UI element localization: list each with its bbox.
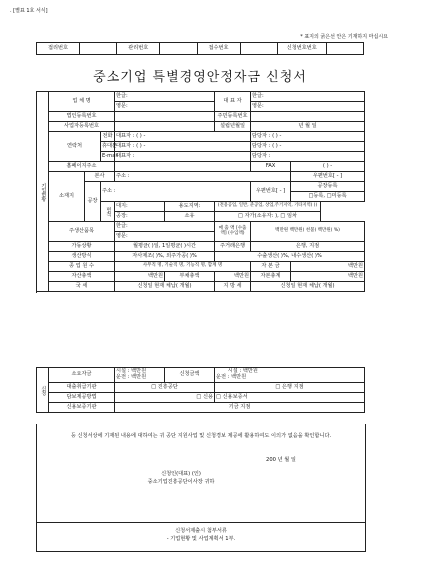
request-amount-field[interactable]: 시설 : 백만원 운전 : 백만원 <box>215 368 365 383</box>
product-korean[interactable]: 한글: <box>115 222 215 232</box>
required-funds-label: 소요자금 <box>49 368 115 383</box>
national-tax-field[interactable]: 신청일 현재 체납( 개월) <box>115 282 215 292</box>
production-label: 생산방식 <box>49 252 115 262</box>
zone-label: 용도지역: <box>165 202 215 212</box>
manager-mobile-field[interactable]: 담당자 : ( ) - <box>251 142 365 152</box>
declaration-box <box>36 424 366 523</box>
agency-option-sbc[interactable]: □ 진흥공단 <box>115 383 215 393</box>
admin-info-table <box>36 42 364 55</box>
assets-label: 자산총액 <box>49 272 115 282</box>
accept-number-field[interactable] <box>240 43 277 55</box>
representative-korean[interactable]: 한글: <box>251 92 365 102</box>
production-method-field[interactable]: 자사제조( )%, 외주가공( )% <box>115 252 215 262</box>
assets-field[interactable]: 백만원 <box>115 272 165 282</box>
capital-label: 자 본 금 <box>251 262 291 272</box>
biz-reg-label: 사업자등록번호 <box>49 122 115 132</box>
declaration-text: 등 신청서상에 기재된 내용에 대하여는 귀 공단 지원사업 및 신청경보 제공에 활용하여도 이의가 없음을 확인합니다. <box>70 433 332 439</box>
collateral-label: 담보제공방법 <box>49 393 115 403</box>
mobile-label: 휴대폰 <box>101 142 115 152</box>
homepage-label: 홈페이지주소 <box>49 162 115 172</box>
rep-email-field[interactable]: 대표자 : <box>115 152 251 162</box>
attachments-title: 신청서제출시 첨부서류 <box>175 528 227 534</box>
email-label: E-mail <box>101 152 115 162</box>
land-field[interactable]: 대지: <box>115 202 165 212</box>
founded-field[interactable]: 년 월 일 <box>251 122 365 132</box>
lending-agency-label: 대출취급기관 <box>49 383 115 393</box>
ownership-options[interactable]: □ 자가(소유자: ), □ 임차 <box>215 212 321 222</box>
guarantor-field[interactable]: 기금 지점 <box>115 403 365 413</box>
phone-label: 전화 <box>101 132 115 142</box>
representative-english[interactable]: 영문: <box>251 102 365 112</box>
factory-address[interactable]: 주소 : <box>101 182 251 202</box>
founded-label: 설립년월일 <box>215 122 251 132</box>
rep-phone-field[interactable]: 대표자 : ( ) - <box>115 132 251 142</box>
head-office-label: 본사 <box>85 172 115 182</box>
building-field[interactable]: 공장: <box>115 212 165 222</box>
facility-funds-field[interactable]: 시설 : 백만원 운전 : 백만원 <box>115 368 165 383</box>
company-name-label: 업 체 명 <box>49 92 115 112</box>
debt-label: 부채총액 <box>165 272 215 282</box>
application-form-table <box>36 91 365 292</box>
agency-option-bank[interactable]: □ 은행 지점 <box>215 383 365 393</box>
application-label: 신청 <box>37 368 49 413</box>
ownership-label: 소유 <box>165 212 215 222</box>
employees-field[interactable]: 사무직 명, 기술직 명, 기능직 명, 합계 명 <box>115 262 251 272</box>
employees-label: 종 업 원 수 <box>49 262 115 272</box>
factory-reg-label: 공장등록 <box>291 182 365 192</box>
manager-phone-field[interactable]: 담당자 : ( ) - <box>251 132 365 142</box>
date-line[interactable]: 200 년 월 일 <box>266 457 296 463</box>
signer-line[interactable]: 신청인(대표) (인) <box>161 471 201 477</box>
capital-field[interactable]: 백만원 <box>291 262 365 272</box>
local-tax-label: 지 방 세 <box>215 282 251 292</box>
company-status-section-label: 기업현황 <box>37 92 49 292</box>
company-name-english[interactable]: 영문: <box>115 102 215 112</box>
contact-label: 연락처 <box>49 132 101 162</box>
representative-label: 대 표 자 <box>215 92 251 112</box>
collateral-option-credit[interactable]: □ 신용 <box>115 393 215 403</box>
operation-label: 가동상황 <box>49 242 115 252</box>
equity-field[interactable]: 백만원 <box>291 272 365 282</box>
fax-label: FAX <box>251 162 291 172</box>
attachments-item: - 기업현황 및 사업계획서 1부. <box>166 536 236 542</box>
manager-email-field[interactable]: 담당자 : <box>251 152 365 162</box>
addressee: 중소기업진흥공단이사장 귀하 <box>147 479 215 485</box>
area-label: 면적 <box>101 202 115 222</box>
main-product-label: 주생산품목 <box>49 222 115 242</box>
instruction-note: * 표지의 굵은선 안은 기재하지 마십시요 <box>300 34 388 40</box>
factory-reg-options[interactable]: □등록, □미등록 <box>291 192 365 202</box>
sales-values[interactable]: 백만원 백만원( 천불) 백만원( %) <box>251 222 365 242</box>
page-title: 중소기업 특별경영안정자금 신청서 <box>93 70 307 85</box>
local-tax-field[interactable]: 신청일 현재 체납( 개월) <box>251 282 365 292</box>
zone-options[interactable]: (전용공업, 일반, 준공업, 상업,주거지역, 기타지역( )) <box>215 202 321 212</box>
receipt-number-field[interactable] <box>80 43 117 55</box>
biz-reg-field[interactable] <box>115 122 215 132</box>
application-detail-table <box>36 367 365 413</box>
export-ratio-field[interactable]: 수출생산( )%, 내수생산( )% <box>215 252 365 262</box>
fax-field[interactable]: ( ) - <box>291 162 365 172</box>
debt-field[interactable]: 백만원 <box>215 272 251 282</box>
corp-reg-label: 법인등록번호 <box>49 112 115 122</box>
head-office-postal[interactable]: 우편번호[ - ] <box>291 172 365 182</box>
homepage-field[interactable] <box>115 162 251 172</box>
equity-label: 자본총계 <box>251 272 291 282</box>
location-label: 소재지 <box>49 172 85 222</box>
sales-label: 매 출 액 [수출액] (수입액) <box>215 222 251 242</box>
corp-reg-field[interactable] <box>115 112 215 122</box>
national-tax-label: 국 세 <box>49 282 115 292</box>
resident-no-field[interactable] <box>251 112 365 122</box>
application-number-label: 신청번호번호 <box>277 43 326 55</box>
accept-number-label: 접수번호 <box>197 43 240 55</box>
rep-mobile-field[interactable]: 대표자 : ( ) - <box>115 142 251 152</box>
factory-label: 공장 <box>85 182 101 222</box>
main-bank-field[interactable]: 은행, 지점 <box>251 242 365 252</box>
collateral-option-guarantee[interactable]: □ 신용보증서 <box>215 393 365 403</box>
form-reference: . [별표 1호 서식] <box>10 8 48 14</box>
main-bank-label: 주거래은행 <box>215 242 251 252</box>
product-english[interactable]: 영문: <box>115 232 215 242</box>
guarantor-label: 신용보증기관 <box>49 403 115 413</box>
management-number-field[interactable] <box>160 43 197 55</box>
operation-field[interactable]: 월평균( )일, 1일평균( )시간 <box>115 242 215 252</box>
factory-postal[interactable]: 우편번호[ - ] <box>251 182 291 202</box>
application-number-field[interactable] <box>326 43 363 55</box>
company-name-korean[interactable]: 한글: <box>115 92 215 102</box>
management-number-label: 관리번호 <box>117 43 160 55</box>
attachments-box <box>36 522 366 552</box>
head-office-address[interactable]: 주소 : <box>115 172 291 182</box>
request-amount-label: 신청금액 <box>165 368 215 383</box>
receipt-number-label: 접리번호 <box>37 43 80 55</box>
resident-no-label: 주민등록번호 <box>215 112 251 122</box>
